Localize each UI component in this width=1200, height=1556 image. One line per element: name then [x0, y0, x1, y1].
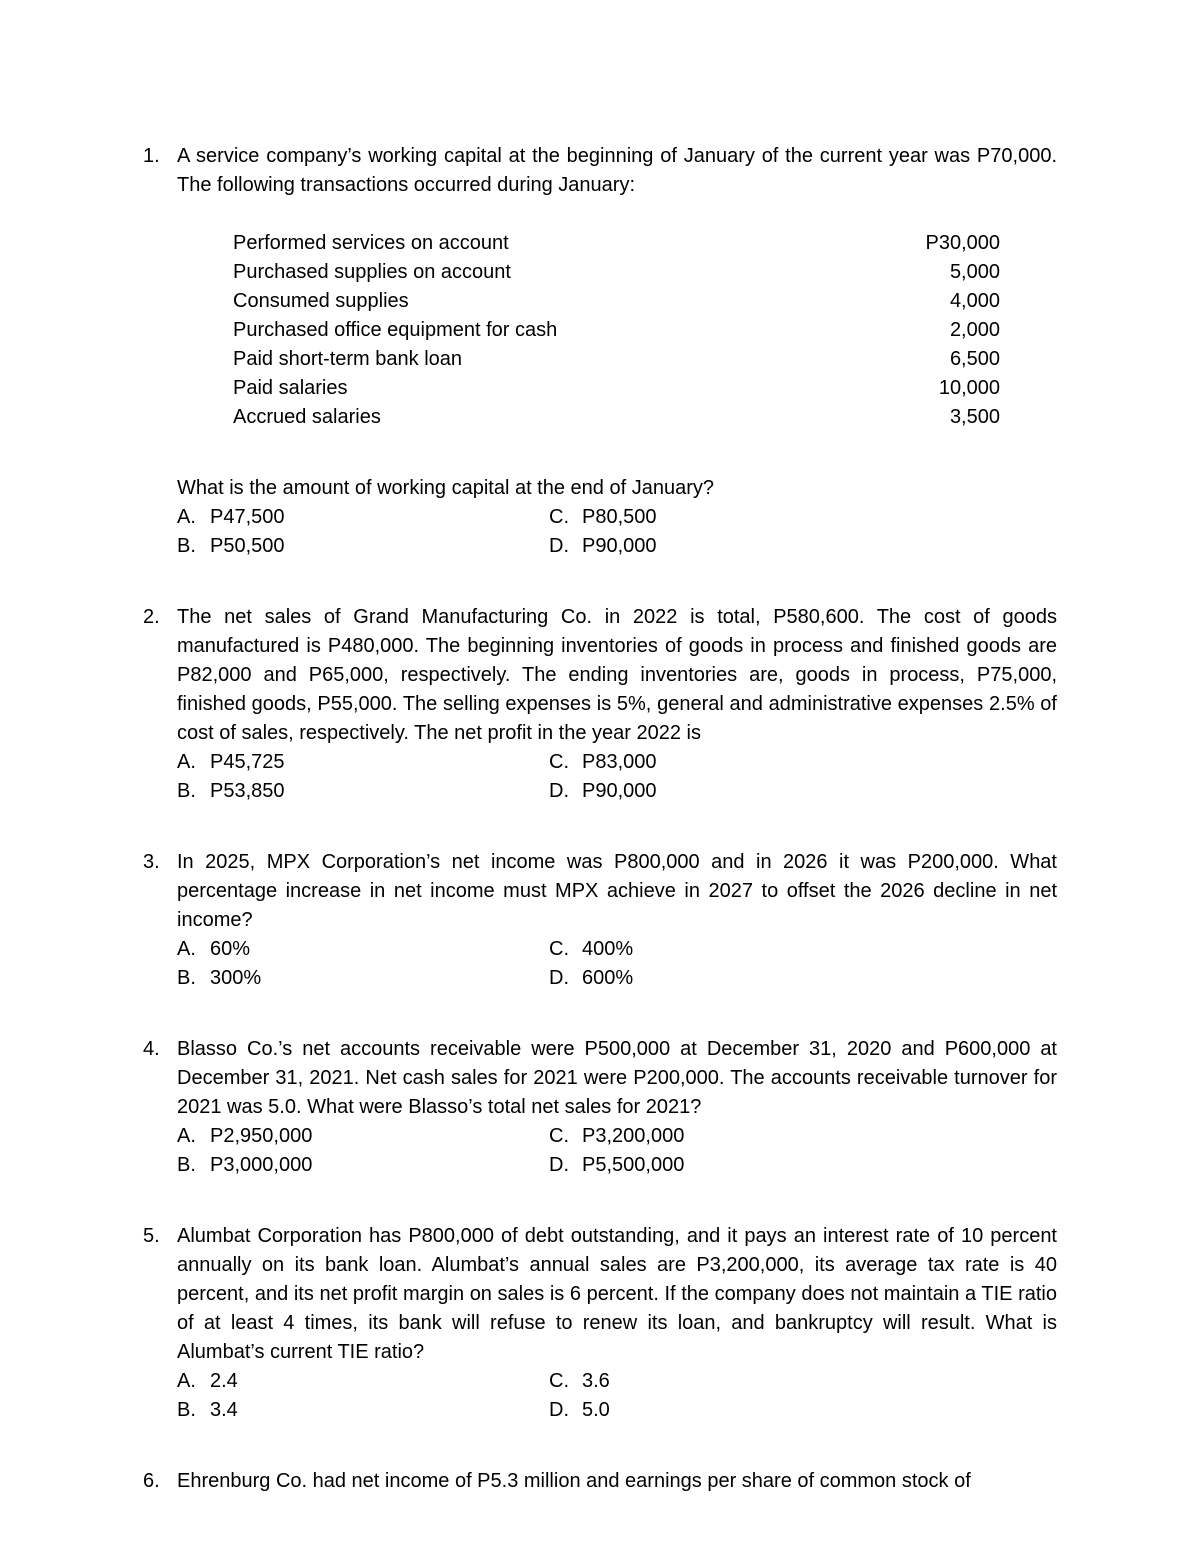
transaction-amount: 6,500 — [949, 348, 1000, 370]
choice-letter: A. — [177, 938, 196, 960]
choice-a — [177, 748, 549, 777]
transaction-label: Purchased office equipment for cash — [233, 319, 558, 341]
choice-text: 400% — [582, 938, 634, 960]
choice-text: P80,500 — [582, 506, 657, 528]
transaction-row — [233, 287, 1000, 316]
question-2-number: 2. — [143, 606, 160, 628]
question-3 — [143, 848, 1057, 993]
transaction-row — [233, 403, 1000, 432]
choice-letter: B. — [177, 535, 196, 557]
transaction-label: Purchased supplies on account — [233, 261, 511, 283]
question-1-transactions-table — [233, 229, 1000, 432]
question-1-text: A service company’s working capital at the beginning of January of the current year was P70,000. The following transactions occurred during January: — [177, 145, 1057, 196]
question-4-text: Blasso Co.’s net accounts receivable were P500,000 at December 31, 2020 and P600,000 at December 31, 2021. Net cash sales for 2021 were P200,000. The accounts receivable turnover for 2021 was 5.0. What were Blasso’s total net sales for 2021? — [177, 1038, 1057, 1118]
choice-c — [549, 935, 1057, 964]
choice-letter: B. — [177, 967, 196, 989]
question-5-body — [177, 1222, 1057, 1425]
choice-text: P5,500,000 — [582, 1154, 685, 1176]
choice-letter: B. — [177, 1154, 196, 1176]
question-2 — [143, 603, 1057, 806]
question-1-body — [177, 142, 1057, 561]
choice-d — [549, 777, 1057, 806]
choice-text: 2.4 — [210, 1370, 238, 1392]
question-5 — [143, 1222, 1057, 1425]
transaction-row — [233, 345, 1000, 374]
transaction-row — [233, 229, 1000, 258]
question-3-number: 3. — [143, 851, 160, 873]
transaction-label: Consumed supplies — [233, 290, 409, 312]
choice-c — [549, 1367, 1057, 1396]
transaction-amount: 3,500 — [949, 406, 1000, 428]
choice-letter: A. — [177, 506, 196, 528]
choice-d — [549, 1151, 1057, 1180]
choice-b — [177, 777, 549, 806]
choice-text: P45,725 — [210, 751, 285, 773]
question-1-choices — [177, 503, 1057, 561]
question-3-body — [177, 848, 1057, 993]
choice-a — [177, 1122, 549, 1151]
transaction-label: Paid short-term bank loan — [233, 348, 463, 370]
choice-letter: B. — [177, 1399, 196, 1421]
question-4-body — [177, 1035, 1057, 1180]
choice-text: 60% — [210, 938, 251, 960]
choice-letter: B. — [177, 780, 196, 802]
choice-letter: A. — [177, 1125, 196, 1147]
choice-letter: C. — [549, 506, 569, 528]
choice-letter: D. — [549, 967, 569, 989]
question-2-choices — [177, 748, 1057, 806]
choice-text: P3,000,000 — [210, 1154, 313, 1176]
question-1-prompt: What is the amount of working capital at the end of January? — [177, 477, 714, 499]
choice-letter: A. — [177, 1370, 196, 1392]
choice-c — [549, 748, 1057, 777]
question-4-choices — [177, 1122, 1057, 1180]
choice-letter: C. — [549, 1125, 569, 1147]
choice-c — [549, 503, 1057, 532]
choice-text: P3,200,000 — [582, 1125, 685, 1147]
choice-b — [177, 1151, 549, 1180]
transaction-row — [233, 374, 1000, 403]
question-3-choices — [177, 935, 1057, 993]
choice-text: 3.6 — [582, 1370, 610, 1392]
question-1-number: 1. — [143, 145, 160, 167]
choice-letter: C. — [549, 1370, 569, 1392]
transaction-amount: P30,000 — [925, 232, 1000, 254]
transaction-amount: 4,000 — [949, 290, 1000, 312]
choice-text: P2,950,000 — [210, 1125, 313, 1147]
question-2-text: The net sales of Grand Manufacturing Co. in 2022 is total, P580,600. The cost of goods manufactured is P480,000. The beginning inventories of goods in process and finished goods are P82,000 and P65,000, respectively. The ending inventories are, goods in process, P75,000, finished goods, P55,000. The selling expenses is 5%, general and administrative expenses 2.5% of cost of sales, respectively. The net profit in the year 2022 is — [177, 606, 1057, 744]
transaction-row — [233, 258, 1000, 287]
transaction-label: Performed services on account — [233, 232, 509, 254]
question-6-number: 6. — [143, 1470, 160, 1492]
choice-text: 3.4 — [210, 1399, 238, 1421]
question-4 — [143, 1035, 1057, 1180]
choice-text: 300% — [210, 967, 262, 989]
transaction-label: Accrued salaries — [233, 406, 381, 428]
question-5-number: 5. — [143, 1225, 160, 1247]
choice-a — [177, 1367, 549, 1396]
choice-letter: D. — [549, 1399, 569, 1421]
question-2-body — [177, 603, 1057, 806]
question-5-text: Alumbat Corporation has P800,000 of debt outstanding, and it pays an interest rate of 10 percent annually on its bank loan. Alumbat’s annual sales are P3,200,000, its average tax rate is 40 percent, and its net profit margin on sales is 6 percent. If the company does not maintain a TIE ratio of at least 4 times, its bank will refuse to renew its loan, and bankruptcy will result. What is Alumbat’s current TIE ratio? — [177, 1225, 1057, 1363]
choice-b — [177, 964, 549, 993]
choice-b — [177, 532, 549, 561]
choice-c — [549, 1122, 1057, 1151]
choice-letter: D. — [549, 535, 569, 557]
choice-text: 600% — [582, 967, 634, 989]
transaction-amount: 10,000 — [938, 377, 1000, 399]
transaction-amount: 5,000 — [949, 261, 1000, 283]
choice-d — [549, 1396, 1057, 1425]
question-5-choices — [177, 1367, 1057, 1425]
question-1 — [143, 142, 1057, 561]
choice-letter: C. — [549, 938, 569, 960]
choice-text: P50,500 — [210, 535, 285, 557]
question-4-number: 4. — [143, 1038, 160, 1060]
question-3-text: In 2025, MPX Corporation’s net income was P800,000 and in 2026 it was P200,000. What percentage increase in net income must MPX achieve in 2027 to offset the 2026 decline in net income? — [177, 851, 1057, 931]
question-6-body — [177, 1467, 1057, 1496]
transaction-row — [233, 316, 1000, 345]
choice-d — [549, 964, 1057, 993]
choice-a — [177, 935, 549, 964]
transaction-amount: 2,000 — [949, 319, 1000, 341]
choice-text: P83,000 — [582, 751, 657, 773]
choice-letter: D. — [549, 1154, 569, 1176]
choice-letter: D. — [549, 780, 569, 802]
choice-letter: A. — [177, 751, 196, 773]
question-6-text: Ehrenburg Co. had net income of P5.3 million and earnings per share of common stock of — [177, 1470, 971, 1492]
choice-text: P90,000 — [582, 535, 657, 557]
choice-b — [177, 1396, 549, 1425]
choice-letter: C. — [549, 751, 569, 773]
choice-text: 5.0 — [582, 1399, 610, 1421]
choice-text: P47,500 — [210, 506, 285, 528]
transaction-label: Paid salaries — [233, 377, 348, 399]
choice-a — [177, 503, 549, 532]
choice-text: P53,850 — [210, 780, 285, 802]
question-6 — [143, 1467, 1057, 1496]
choice-d — [549, 532, 1057, 561]
choice-text: P90,000 — [582, 780, 657, 802]
